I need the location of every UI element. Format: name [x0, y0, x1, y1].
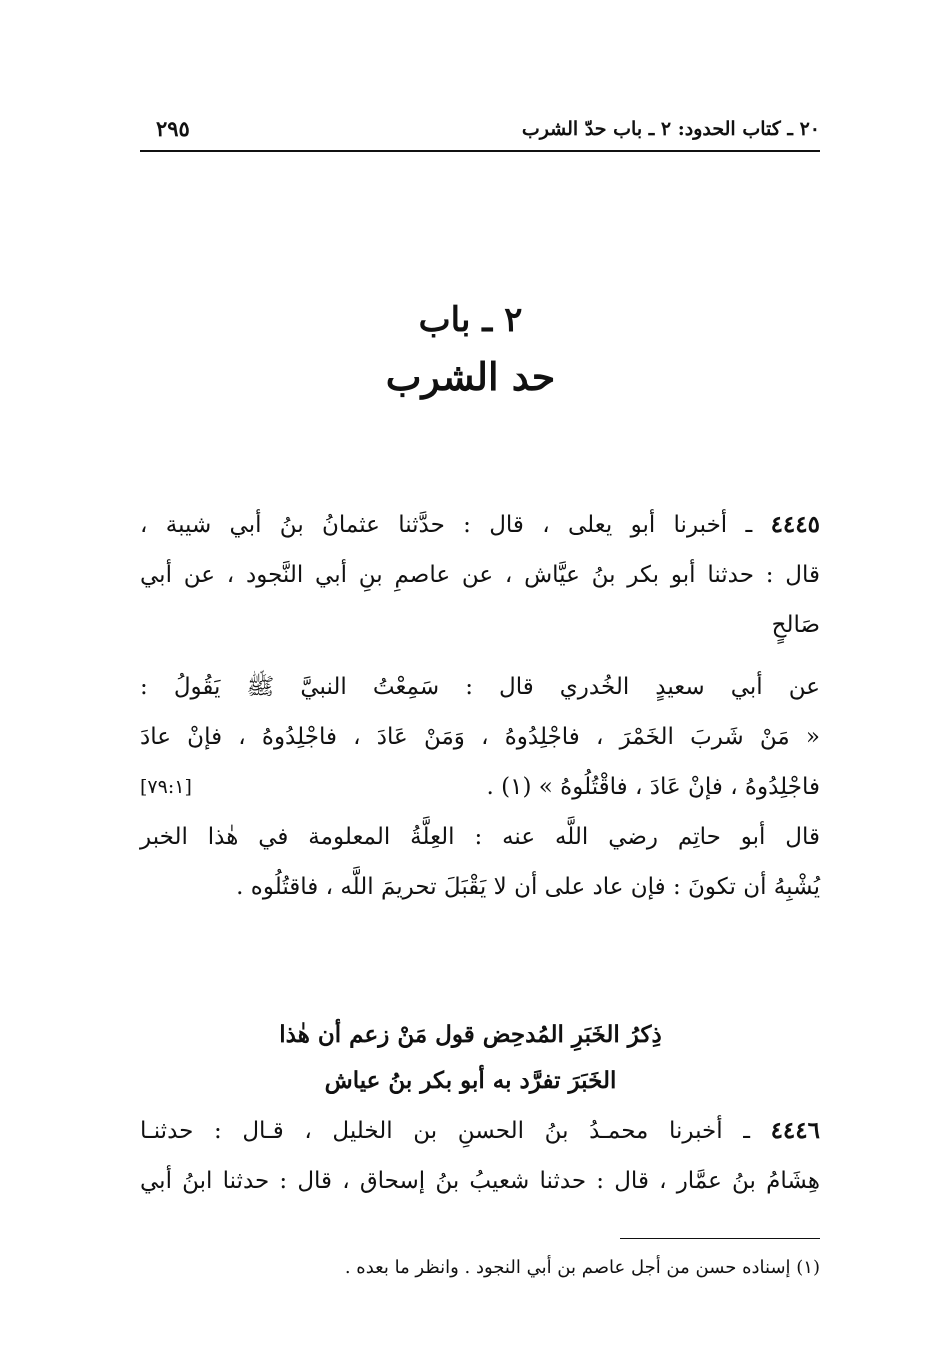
section-heading-line: الخَبَرَ تفرَّد به أبو بكر بنُ عياش [324, 1067, 617, 1094]
hadith-line-with-reference [140, 762, 820, 812]
hadith-text: ـ أخبرنا أبو يعلى ، قال : حدَّثنا عثمانُ بنُ أبي شيبة ، [140, 512, 753, 538]
commentary [140, 812, 820, 912]
chapter-title: حد الشرب [385, 354, 556, 399]
source-reference: [٧٩:١] [140, 776, 192, 798]
hadith-line [140, 1106, 820, 1156]
footnote: (١) إسناده حسن من أجل عاصم بن أبي النجود . وانظر ما بعده . [344, 1257, 820, 1278]
chapter-number: ٢ ـ باب [418, 300, 523, 340]
hadith-line: قال : حدثنا أبو بكر بنُ عيَّاش ، عن عاصمِ بنِ أبي النَّجود ، عن أبي [140, 562, 820, 588]
hadith-number: ٤٤٤٦ [770, 1117, 820, 1144]
running-header [140, 114, 820, 152]
hadith-line: صَالحٍ [771, 612, 820, 638]
hadith-4446 [140, 1106, 820, 1206]
hadith-text: فاجْلِدُوهُ ، فإنْ عَادَ ، فاقْتُلُوهُ » (١) . [486, 774, 820, 800]
hadith-4445 [140, 500, 820, 812]
header-title: ٢٠ ـ كتاب الحدود: ٢ ـ باب حدّ الشرب [521, 118, 820, 140]
commentary-line: يُشْبِهُ أن تكونَ : فإن عاد على أن لا يَقْبَلَ تحريمَ اللَّه ، فاقتُلُوه . [236, 874, 820, 900]
page-number: ٢٩٥ [156, 116, 190, 141]
hadith-line: عن أبي سعيدٍ الخُدري قال : سَمِعْتُ النبيَّ ﷺ يَقُولُ : [140, 674, 820, 700]
section-heading [0, 1012, 941, 1104]
hadith-line: هِشَامُ بنُ عمَّار ، قال : حدثنا شعيبُ بنُ إسحاق ، قال : حدثنا ابنُ أبي [140, 1168, 820, 1194]
section-heading-line: ذِكرُ الخَبَرِ المُدحِض قول مَنْ زعم أن هٰذا [279, 1021, 662, 1048]
hadith-number: ٤٤٤٥ [770, 511, 820, 538]
commentary-line: قال أبو حاتِم رضي اللَّه عنه : العِلَّةُ المعلومة في هٰذا الخبر [140, 824, 820, 850]
footnote-divider [620, 1238, 820, 1239]
hadith-line [140, 500, 820, 550]
hadith-line: « مَنْ شَربَ الخَمْرَ ، فاجْلِدُوهُ ، وَمَنْ عَادَ ، فاجْلِدُوهُ ، فإنْ عادَ [140, 724, 820, 750]
hadith-text: ـ أخبرنا محمـدُ بنُ الحسنِ بن الخليل ، قـال : حدثنـا [140, 1118, 750, 1144]
